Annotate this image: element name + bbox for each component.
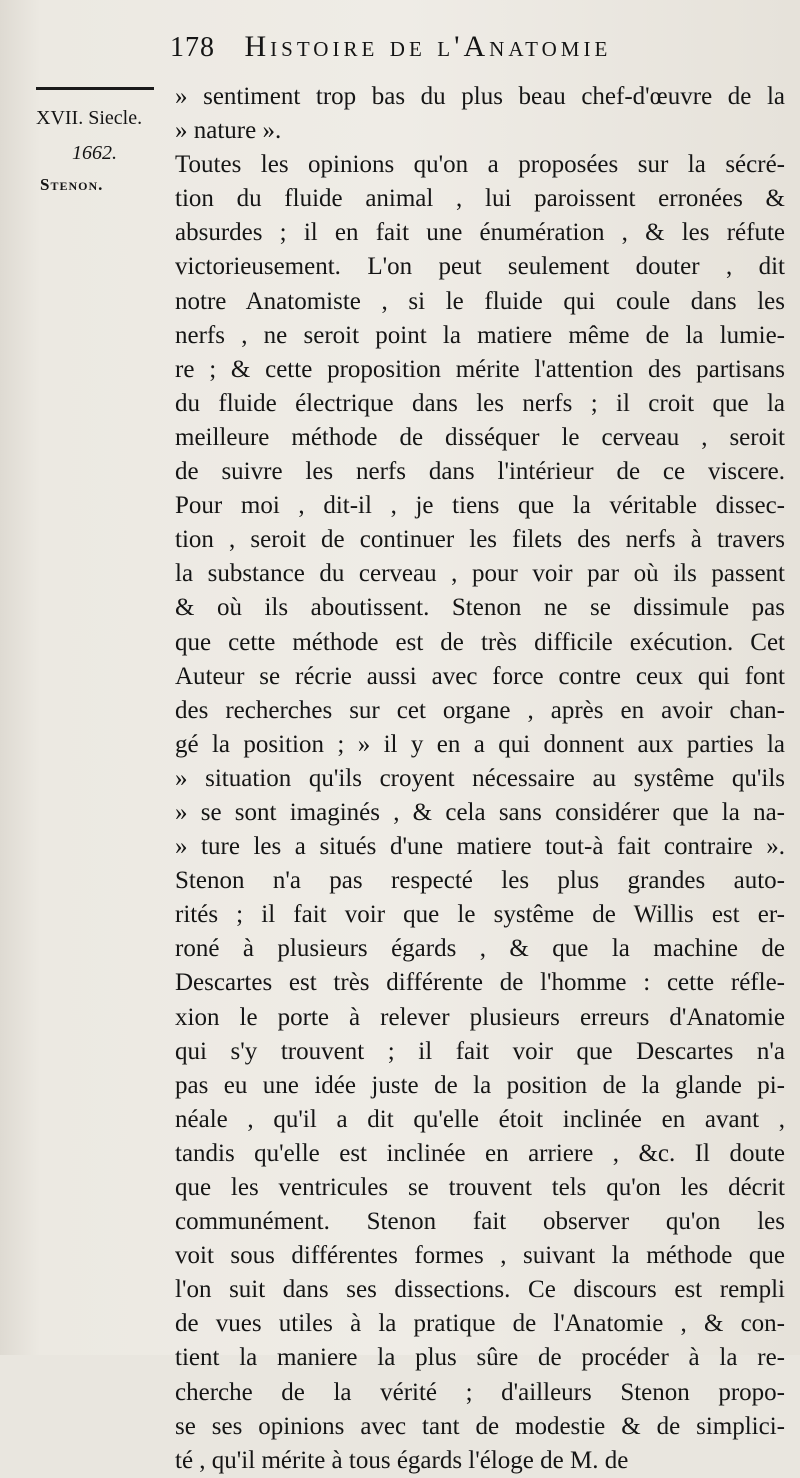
text-line: la substance du cerveau , pour voir par où ils passent (175, 560, 785, 588)
text-line: té , qu'il mérite à tous égards l'éloge de M. de (175, 1446, 629, 1474)
text-line: & où ils aboutissent. Stenon ne se dissimule pas (175, 594, 785, 622)
text-line: Toutes les opinions qu'on a proposées sur la sécré- (175, 151, 785, 179)
running-header (170, 30, 785, 70)
margin-rule (36, 87, 154, 90)
text-line: que cette méthode est de très difficile exécution. Cet (175, 628, 785, 656)
text-line: tient la maniere la plus sûre de procéder à la re- (175, 1344, 785, 1372)
text-line: nerfs , ne seroit point la matiere même de la lumie- (175, 321, 785, 349)
text-line: notre Anatomiste , si le fluide qui coule dans les (175, 287, 785, 315)
text-line: cherche de la vérité ; d'ailleurs Stenon propo- (175, 1378, 785, 1406)
text-line: » nature ». (175, 117, 282, 145)
text-line: Pour moi , dit-il , je tiens que la véritable dissec- (175, 492, 785, 520)
text-line: de vues utiles à la pratique de l'Anatomie , & con- (175, 1310, 785, 1338)
text-line: tion du fluide animal , lui paroissent erronées & (175, 185, 785, 213)
page-number: 178 (170, 32, 215, 63)
margin-year: 1662. (72, 142, 117, 164)
text-line: néale , qu'il a dit qu'elle étoit inclinée en avant , (175, 1105, 785, 1133)
text-line: absurdes ; il en fait une énumération , & les réfute (175, 219, 785, 247)
margin-century: XVII. Siecle. (36, 107, 143, 129)
text-line: » ture les a situés d'une matiere tout-à fait contraire ». (175, 833, 785, 861)
text-line: des recherches sur cet organe , après en avoir chan- (175, 696, 785, 724)
text-line: gé la position ; » il y en a qui donnent aux parties la (175, 730, 785, 758)
text-line: » se sont imaginés , & cela sans considérer que la na- (175, 798, 785, 826)
text-line: pas eu une idée juste de la position de la glande pi- (175, 1071, 785, 1099)
text-line: rités ; il fait voir que le systême de Willis est er- (175, 901, 785, 929)
text-line: l'on suit dans ses dissections. Ce discours est rempli (175, 1276, 785, 1304)
text-line: Descartes est très différente de l'homme : cette réfle- (175, 969, 785, 997)
text-line: Stenon n'a pas respecté les plus grandes auto- (175, 867, 785, 895)
text-line: roné à plusieurs égards , & que la machine de (175, 935, 785, 963)
text-line: victorieusement. L'on peut seulement douter , dit (175, 253, 785, 281)
text-line: tion , seroit de continuer les filets des nerfs à travers (175, 526, 785, 554)
text-line: Auteur se récrie aussi avec force contre ceux qui font (175, 662, 785, 690)
text-line: tandis qu'elle est inclinée en arriere , &c. Il doute (175, 1139, 785, 1167)
body-text (175, 80, 785, 1478)
text-line: voit sous différentes formes , suivant la méthode que (175, 1242, 785, 1270)
running-title: Histoire de l'Anatomie (244, 30, 612, 63)
text-line: communément. Stenon fait observer qu'on les (175, 1208, 785, 1236)
margin-author: Stenon. (40, 175, 104, 194)
text-line: » sentiment trop bas du plus beau chef-d'œuvre de la (175, 83, 785, 110)
text-line: qui s'y trouvent ; il fait voir que Descartes n'a (175, 1037, 785, 1065)
text-line: de suivre les nerfs dans l'intérieur de ce viscere. (175, 458, 785, 486)
text-line: xion le porte à relever plusieurs erreurs d'Anatomie (175, 1003, 785, 1031)
text-line: meilleure méthode de disséquer le cerveau , seroit (175, 423, 785, 451)
text-line: re ; & cette proposition mérite l'attention des partisans (175, 355, 785, 383)
text-line: se ses opinions avec tant de modestie & de simplici- (175, 1412, 785, 1440)
text-line: que les ventricules se trouvent tels qu'on les décrit (175, 1174, 785, 1201)
text-line: du fluide électrique dans les nerfs ; il croit que la (175, 389, 785, 417)
text-line: » situation qu'ils croyent nécessaire au systême qu'ils (175, 764, 785, 792)
